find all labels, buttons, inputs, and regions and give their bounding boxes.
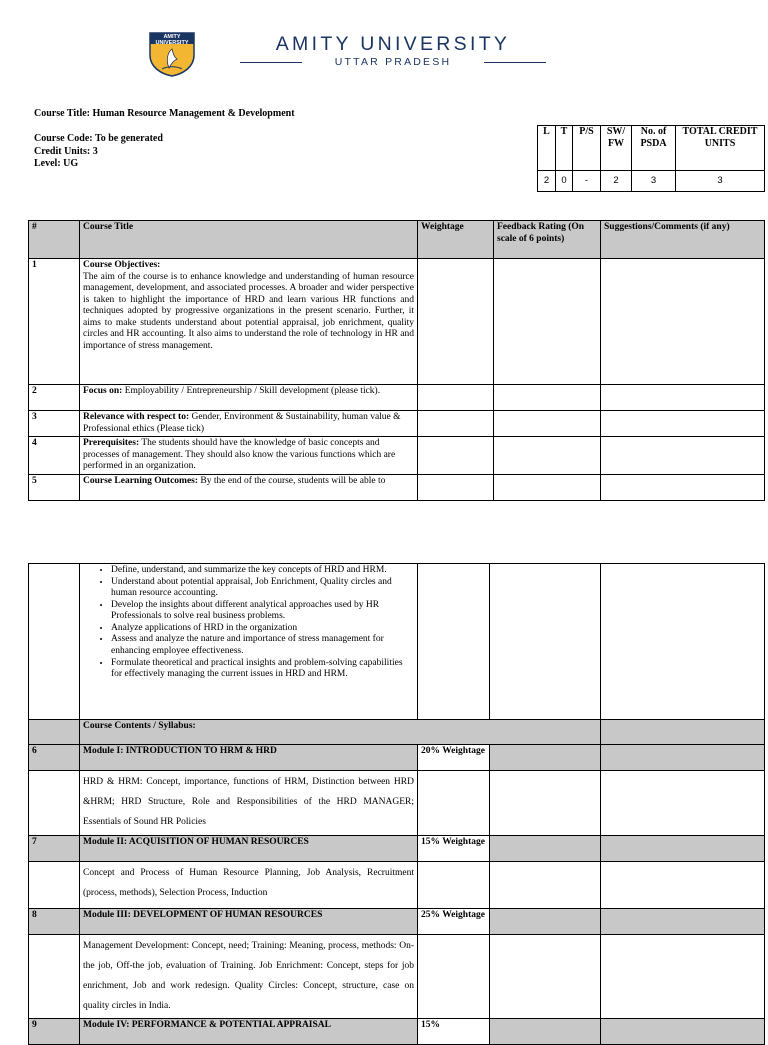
module-content: HRD & HRM: Concept, importance, functions of HRM, Distinction between HRD &HRM; HRD Structure, Role and Responsibilities of the HRD MANAGER; Essentials of Sound HR Policies bbox=[80, 771, 418, 836]
module-title: Module III: DEVELOPMENT OF HUMAN RESOURCES bbox=[80, 909, 418, 935]
module-title: Module I: INTRODUCTION TO HRM & HRD bbox=[80, 745, 418, 771]
suggestions-cell bbox=[601, 385, 765, 411]
weightage-cell bbox=[418, 385, 494, 411]
suggestions-cell bbox=[601, 259, 765, 385]
university-name: AMITY UNIVERSITY bbox=[275, 33, 511, 55]
syllabus-table bbox=[28, 563, 765, 1045]
row-label: Course Learning Outcomes: bbox=[83, 476, 199, 487]
row-number: 2 bbox=[29, 385, 80, 411]
module-weightage: 25% Weightage bbox=[418, 909, 490, 935]
row-number bbox=[29, 771, 80, 836]
row-number: 9 bbox=[29, 1019, 80, 1045]
relevance-cell bbox=[80, 411, 418, 437]
course-title-value: Human Resource Management & Development bbox=[92, 108, 295, 119]
credit-table bbox=[537, 125, 765, 192]
module-content-row bbox=[29, 771, 765, 836]
weightage-cell bbox=[418, 771, 490, 836]
course-title bbox=[34, 108, 295, 120]
row-label: Focus on: bbox=[83, 386, 123, 396]
feedback-cell bbox=[494, 385, 601, 411]
credit-header-cell: P/S bbox=[573, 126, 601, 171]
course-meta bbox=[34, 133, 163, 171]
suggestions-cell bbox=[601, 836, 765, 862]
col-title-header: Course Title bbox=[80, 221, 418, 259]
list-item: • Develop the insights about different analytical approaches used by HR Professionals to solve real business problems. bbox=[111, 600, 414, 623]
row-number: 1 bbox=[29, 259, 80, 385]
feedback-cell bbox=[490, 909, 601, 935]
suggestions-cell bbox=[601, 745, 765, 771]
suggestions-cell bbox=[601, 771, 765, 836]
credit-units bbox=[34, 146, 163, 159]
credit-value-cell: 2 bbox=[601, 171, 632, 192]
suggestions-cell bbox=[601, 862, 765, 909]
row-text: The aim of the course is to enhance knowledge and understanding of human resource management, development, and associated processes. A broader and wider perspective is taken to highlight the importance of HRD and learn various HR functions and techniques adopted by progressive organizations in the present scenario. Further, it aims to make students understand about potential appraisal, job enrichment, quality circles and HR accounting. It also aims to understand the role of technology in HR and importance of stress management. bbox=[83, 271, 414, 352]
weightage-cell bbox=[418, 564, 490, 720]
feedback-cell bbox=[490, 935, 601, 1019]
logo-text: AMITY UNIVERSITY bbox=[155, 34, 189, 46]
module-header-row bbox=[29, 745, 765, 771]
feedback-cell bbox=[490, 745, 601, 771]
row-number: 6 bbox=[29, 745, 80, 771]
row-number: 3 bbox=[29, 411, 80, 437]
feedback-cell bbox=[490, 862, 601, 909]
credit-header-cell: L bbox=[538, 126, 556, 171]
row-number: 8 bbox=[29, 909, 80, 935]
credit-header-cell: No. of PSDA bbox=[632, 126, 676, 171]
module-header-row bbox=[29, 1019, 765, 1045]
list-item: • Understand about potential appraisal, Job Enrichment, Quality circles and human resource accounting. bbox=[111, 577, 414, 600]
outcomes-list-cell bbox=[80, 564, 418, 720]
col-weightage-header: Weightage bbox=[418, 221, 494, 259]
weightage-cell bbox=[418, 259, 494, 385]
row-number: 7 bbox=[29, 836, 80, 862]
module-content: Management Development: Concept, need; Training: Meaning, process, methods: On-the job, Off-the job, evaluation of Training. Job Enrichment: Concept, steps for job enrichment, Job and work redesign. Quality Circles: Concept, structure, case on quality circles in India. bbox=[80, 935, 418, 1019]
feedback-cell bbox=[494, 475, 601, 501]
course-table bbox=[28, 220, 765, 501]
credit-value-cell: 3 bbox=[676, 171, 765, 192]
row-number: 4 bbox=[29, 437, 80, 475]
credit-header-cell: SW/ FW bbox=[601, 126, 632, 171]
feedback-cell bbox=[490, 564, 601, 720]
course-level-value: UG bbox=[63, 158, 79, 169]
weightage-cell bbox=[418, 935, 490, 1019]
suggestions-cell bbox=[601, 475, 765, 501]
col-number-header: # bbox=[29, 221, 80, 259]
row-number bbox=[29, 935, 80, 1019]
suggestions-cell bbox=[601, 720, 765, 745]
module-content-row bbox=[29, 935, 765, 1019]
credit-header-cell: T bbox=[556, 126, 573, 171]
feedback-cell bbox=[490, 771, 601, 836]
campus-name: UTTAR PRADESH bbox=[334, 56, 452, 68]
weightage-cell bbox=[418, 437, 494, 475]
row-text: Gender, Environment & Sustainability, human value & Professional ethics (Please tick) bbox=[83, 412, 401, 434]
campus-subtitle bbox=[240, 56, 546, 68]
credit-units-value: 3 bbox=[92, 145, 98, 157]
feedback-cell bbox=[494, 259, 601, 385]
course-title-label: Course Title: bbox=[34, 108, 91, 119]
feedback-cell bbox=[490, 1019, 601, 1045]
list-item: • Define, understand, and summarize the key concepts of HRD and HRM. bbox=[111, 565, 414, 577]
course-level bbox=[34, 158, 163, 171]
credit-value-cell: 0 bbox=[556, 171, 573, 192]
list-item: • Analyze applications of HRD in the organization bbox=[111, 623, 414, 635]
module-weightage: 20% Weightage bbox=[418, 745, 490, 771]
suggestions-cell bbox=[601, 411, 765, 437]
credit-value-cell: 2 bbox=[538, 171, 556, 192]
credit-table-values bbox=[538, 171, 765, 192]
course-code-value: To be generated bbox=[94, 133, 163, 144]
list-item: • Formulate theoretical and practical insights and problem-solving capabilities for effectively managing the current issues in HRD and HRM. bbox=[111, 658, 414, 681]
table-row bbox=[29, 475, 765, 501]
credit-value-cell: 3 bbox=[632, 171, 676, 192]
learning-outcomes-cell bbox=[80, 475, 418, 501]
feedback-cell bbox=[494, 437, 601, 475]
row-label: Relevance with respect to: bbox=[83, 412, 190, 422]
list-item: • Assess and analyze the nature and importance of stress management for enhancing employee effectiveness. bbox=[111, 634, 414, 657]
row-number bbox=[29, 564, 80, 720]
weightage-cell bbox=[418, 862, 490, 909]
credit-value-cell: - bbox=[573, 171, 601, 192]
module-content-row bbox=[29, 862, 765, 909]
course-code-label: Course Code: bbox=[34, 133, 93, 144]
syllabus-header-row bbox=[29, 720, 765, 745]
course-code bbox=[34, 133, 163, 146]
suggestions-cell bbox=[601, 564, 765, 720]
row-label: Course Objectives: bbox=[83, 260, 161, 270]
module-header-row bbox=[29, 909, 765, 935]
module-title: Module IV: PERFORMANCE & POTENTIAL APPRAISAL bbox=[80, 1019, 418, 1045]
module-weightage: 15% bbox=[418, 1019, 490, 1045]
module-header-row bbox=[29, 836, 765, 862]
outcomes-row bbox=[29, 564, 765, 720]
course-level-label: Level: bbox=[34, 158, 61, 169]
col-suggestions-header: Suggestions/Comments (if any) bbox=[601, 221, 765, 259]
table-row bbox=[29, 437, 765, 475]
row-number bbox=[29, 720, 80, 745]
col-feedback-header: Feedback Rating (On scale of 6 points) bbox=[494, 221, 601, 259]
credit-units-label: Credit Units: bbox=[34, 145, 91, 157]
table-row bbox=[29, 385, 765, 411]
module-title: Module II: ACQUISITION OF HUMAN RESOURCES bbox=[80, 836, 418, 862]
feedback-cell bbox=[494, 411, 601, 437]
table-row bbox=[29, 411, 765, 437]
row-text: The students should have the knowledge of basic concepts and processes of management. They should also know the various functions which are performed in an organization. bbox=[83, 438, 396, 472]
weightage-cell bbox=[418, 475, 494, 501]
suggestions-cell bbox=[601, 437, 765, 475]
table-row bbox=[29, 259, 765, 385]
row-text: By the end of the course, students will be able to bbox=[198, 476, 386, 487]
module-content: Concept and Process of Human Resource Planning, Job Analysis, Recruitment (process, methods), Selection Process, Induction bbox=[80, 862, 418, 909]
suggestions-cell bbox=[601, 909, 765, 935]
credit-header-cell: TOTAL CREDIT UNITS bbox=[676, 126, 765, 171]
objectives-cell bbox=[80, 259, 418, 385]
syllabus-label: Course Contents / Syllabus: bbox=[80, 720, 601, 745]
module-weightage: 15% Weightage bbox=[418, 836, 490, 862]
outcomes-list bbox=[83, 565, 414, 681]
row-text: Employability / Entrepreneurship / Skill development (please tick). bbox=[122, 386, 381, 396]
course-table-header bbox=[29, 221, 765, 259]
prerequisites-cell bbox=[80, 437, 418, 475]
suggestions-cell bbox=[601, 1019, 765, 1045]
focus-cell bbox=[80, 385, 418, 411]
row-number bbox=[29, 862, 80, 909]
row-label: Prerequisites: bbox=[83, 438, 140, 449]
suggestions-cell bbox=[601, 935, 765, 1019]
credit-table-header bbox=[538, 126, 765, 171]
weightage-cell bbox=[418, 411, 494, 437]
row-number: 5 bbox=[29, 475, 80, 501]
feedback-cell bbox=[490, 836, 601, 862]
